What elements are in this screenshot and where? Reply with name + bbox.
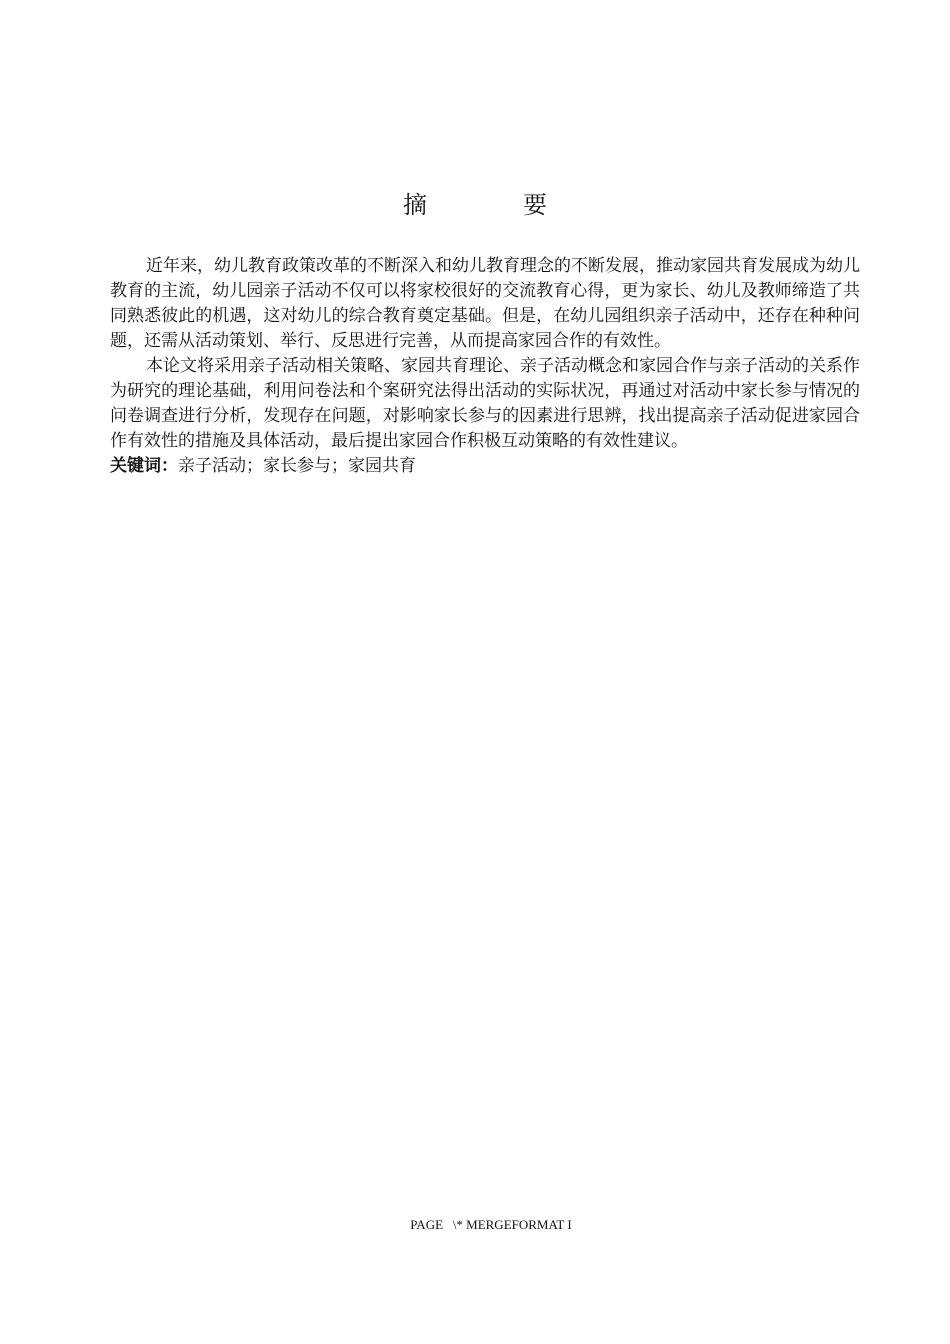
abstract-paragraph-2: 本论文将采用亲子活动相关策略、家园共育理论、亲子活动概念和家园合作与亲子活动的关系作为研究的理论基础，利用问卷法和个案研究法得出活动的实际状况，再通过对活动中家长参与情况的问卷调查进行分析，发现存在问题，对影响家长参与的因素进行思辨，找出提高亲子活动促进家园合作有效性的措施及具体活动，最后提出家园合作积极互动策略的有效性建议。 — [110, 356, 860, 451]
keywords-value: 亲子活动；家长参与；家园共育 — [178, 456, 416, 476]
abstract-title: 摘 要 — [403, 191, 583, 219]
abstract-paragraph-1: 近年来，幼儿教育政策改革的不断深入和幼儿教育理念的不断发展，推动家园共育发展成为幼儿教育的主流，幼儿园亲子活动不仅可以将家校很好的交流教育心得，更为家长、幼儿及教师缔造了共同熟悉彼此的机遇，这对幼儿的综合教育奠定基础。但是，在幼儿园组织亲子活动中，还存在种种问题，还需从活动策划、举行、反思进行完善，从而提高家园合作的有效性。 — [110, 256, 860, 351]
keywords-label: 关键词： — [110, 456, 178, 476]
keywords-line — [110, 454, 860, 479]
page-footer: PAGE \* MERGEFORMAT I — [410, 1217, 572, 1232]
abstract-body — [110, 254, 860, 479]
